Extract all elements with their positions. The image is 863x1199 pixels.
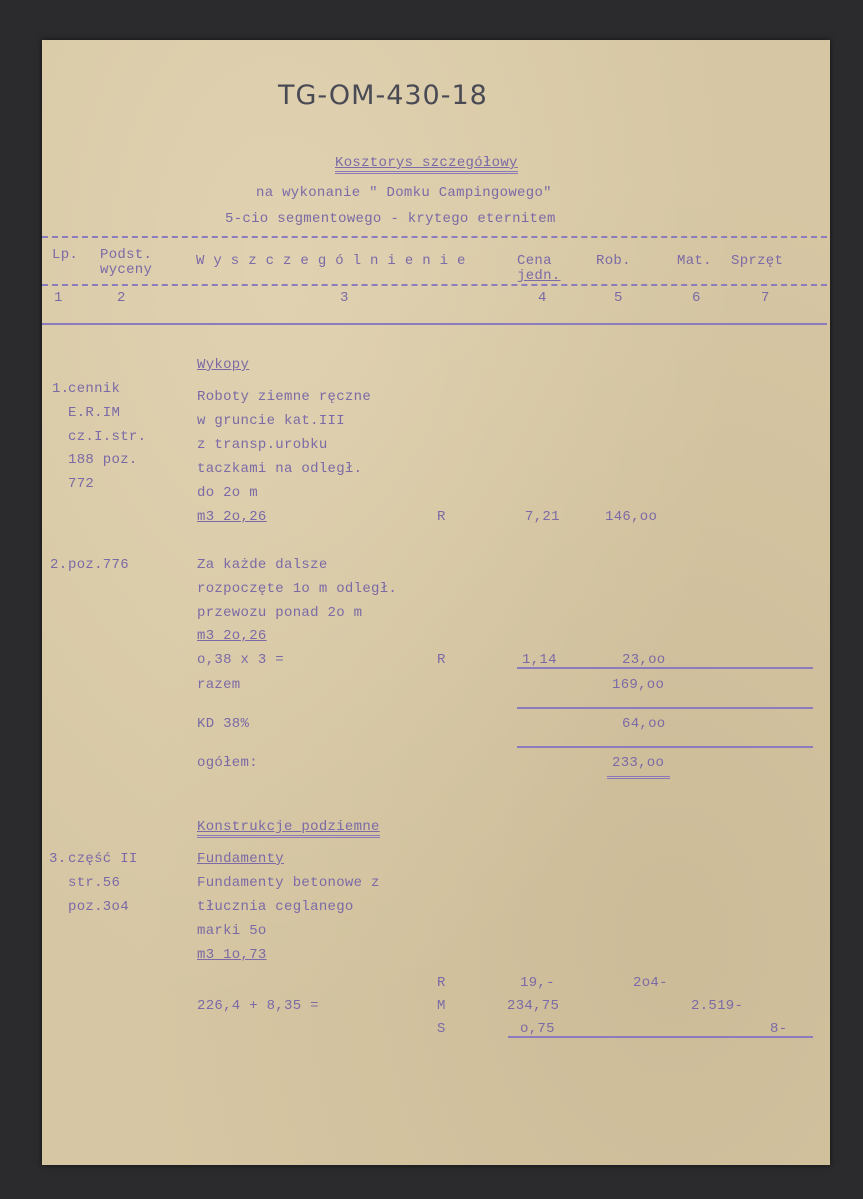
item-1-basis-0: cennik (68, 381, 121, 397)
header-podst-2: wyceny (100, 262, 153, 278)
item-3-qty: m3 1o,73 (197, 947, 267, 963)
item-3-sprzet-s: 8- (770, 1021, 788, 1037)
item-2-qty: m3 2o,26 (197, 628, 267, 644)
subtotal-rule-3 (517, 746, 813, 748)
item-2-desc-2: przewozu ponad 2o m (197, 605, 363, 621)
header-bottom-rule (42, 323, 827, 325)
subtotal-rule-1 (517, 667, 813, 669)
item-1-basis-1: E.R.IM (68, 405, 121, 421)
item-3-calc: 226,4 + 8,35 = (197, 998, 319, 1014)
ogolem-value: 233,oo (612, 755, 665, 771)
item-1-basis-3: 188 poz. (68, 452, 138, 468)
item-3-desc-2: marki 5o (197, 923, 267, 939)
header-cena-2: jedn. (517, 268, 561, 284)
col-num-2: 2 (117, 290, 126, 306)
kd-label: KD 38% (197, 716, 250, 732)
subtotal-rule-2 (517, 707, 813, 709)
archive-number: TG-OM-430-18 (278, 80, 488, 111)
item-1-basis-4: 772 (68, 476, 95, 492)
section-heading-konstrukcje: Konstrukcje podziemne (197, 819, 380, 838)
item-3-basis-0: część II (68, 851, 138, 867)
item-3-rob-r: 2o4- (633, 975, 668, 991)
item-3-type-m: M (437, 998, 446, 1014)
subtitle-line-2: 5-cio segmentowego - krytego eternitem (225, 211, 556, 227)
item-3-type-r: R (437, 975, 446, 991)
razem-value: 169,oo (612, 677, 665, 693)
col-num-3: 3 (340, 290, 349, 306)
section-heading-wykopy: Wykopy (197, 357, 250, 373)
item-3-desc-1: tłucznia ceglanego (197, 899, 354, 915)
item-3-basis-1: str.56 (68, 875, 121, 891)
header-top-rule (42, 236, 827, 238)
header-cena: Cena (517, 253, 552, 269)
item-3-price-s: o,75 (520, 1021, 555, 1037)
item-2-desc-1: rozpoczęte 1o m odległ. (197, 581, 398, 597)
item-2-type: R (437, 652, 446, 668)
col-num-5: 5 (614, 290, 623, 306)
document-title: Kosztorys szczegółowy (335, 155, 518, 174)
item-3-desc-0: Fundamenty betonowe z (197, 875, 380, 891)
item-2-basis: poz.776 (68, 557, 129, 573)
item-3-mat-m: 2.519- (691, 998, 744, 1014)
item-2-rob: 23,oo (622, 652, 666, 668)
item-1-qty: m3 2o,26 (197, 509, 267, 525)
item-1-desc-1: w gruncie kat.III (197, 413, 345, 429)
header-mat: Mat. (677, 253, 712, 269)
kd-value: 64,oo (622, 716, 666, 732)
item-3-lp: 3. (49, 851, 67, 867)
item-1-rob: 146,oo (605, 509, 658, 525)
item-3-type-s: S (437, 1021, 446, 1037)
item-3-rule (508, 1036, 813, 1038)
header-rob: Rob. (596, 253, 631, 269)
header-wyszczegolnienie: W y s z c z e g ó l n i e n i e (196, 253, 466, 269)
ogolem-label: ogółem: (197, 755, 258, 771)
item-3-price-r: 19,- (520, 975, 555, 991)
header-mid-rule (42, 284, 827, 286)
item-1-desc-4: do 2o m (197, 485, 258, 501)
subtitle-line-1: na wykonanie " Domku Campingowego" (256, 185, 552, 201)
item-3-price-m: 234,75 (507, 998, 560, 1014)
col-num-7: 7 (761, 290, 770, 306)
col-num-6: 6 (692, 290, 701, 306)
col-num-4: 4 (538, 290, 547, 306)
item-1-basis-2: cz.I.str. (68, 429, 147, 445)
item-1-lp: 1. (52, 381, 70, 397)
col-num-1: 1 (54, 290, 63, 306)
item-1-desc-2: z transp.urobku (197, 437, 328, 453)
item-2-lp: 2. (50, 557, 68, 573)
total-double-underline (607, 774, 670, 779)
item-2-desc-0: Za każde dalsze (197, 557, 328, 573)
header-podst: Podst. (100, 247, 153, 263)
header-lp: Lp. (52, 247, 79, 263)
item-2-unit-price: 1,14 (522, 652, 557, 668)
item-3-basis-2: poz.3o4 (68, 899, 129, 915)
item-1-type: R (437, 509, 446, 525)
item-1-unit-price: 7,21 (525, 509, 560, 525)
razem-label: razem (197, 677, 241, 693)
item-1-desc-0: Roboty ziemne ręczne (197, 389, 372, 405)
header-sprzet: Sprzęt (731, 253, 784, 269)
item-1-desc-3: taczkami na odległ. (197, 461, 363, 477)
document-page (42, 40, 830, 1165)
item-2-calc: o,38 x 3 = (197, 652, 285, 668)
item-3-subheading: Fundamenty (197, 851, 285, 867)
